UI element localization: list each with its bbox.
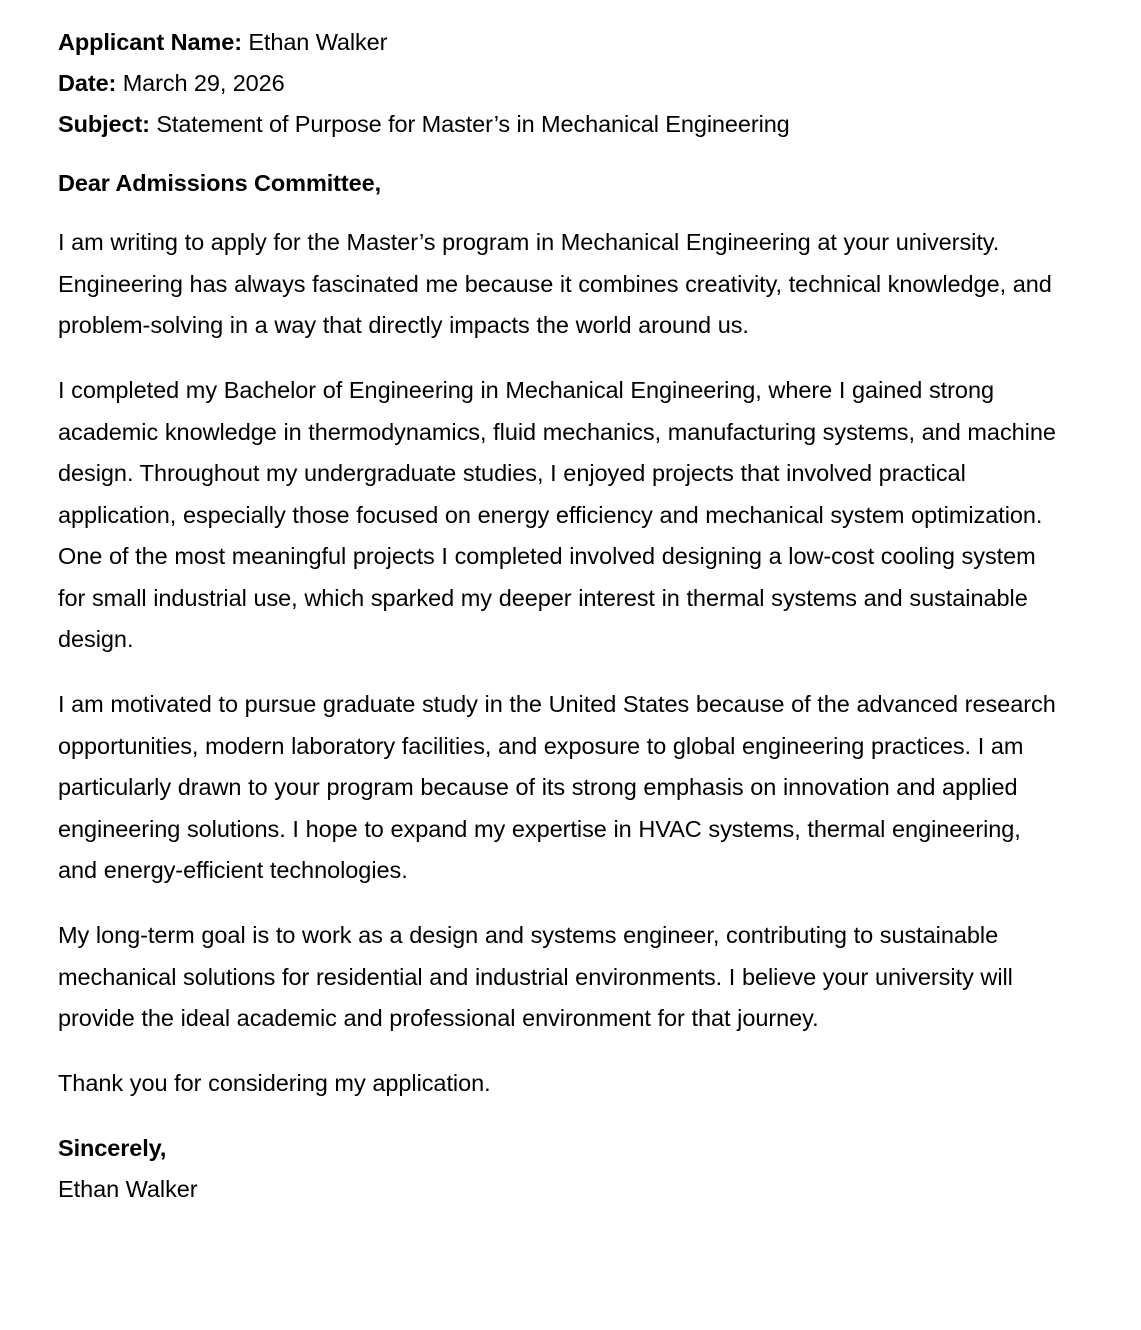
signature-name: Ethan Walker bbox=[58, 1176, 198, 1202]
date-value: March 29, 2026 bbox=[116, 70, 285, 96]
date-line bbox=[58, 63, 1062, 104]
applicant-name-label: Applicant Name: bbox=[58, 29, 242, 55]
salutation: Dear Admissions Committee, bbox=[58, 170, 382, 196]
applicant-name-value: Ethan Walker bbox=[241, 29, 388, 55]
date-label: Date: bbox=[58, 70, 117, 96]
body-paragraph-1: I am writing to apply for the Master’s program in Mechanical Engineering at your university. Engineering has always fascinated me because it combines creativity, technical knowledge, and problem-solving in a way that directly impacts the world around us. bbox=[58, 229, 1052, 338]
subject-label: Subject: bbox=[58, 111, 150, 137]
body-paragraph-2: I completed my Bachelor of Engineering in Mechanical Engineering, where I gained strong academic knowledge in thermodynamics, fluid mechanics, manufacturing systems, and machine design. Throughout my undergraduate studies, I enjoyed projects that involved practical application, especially those focused on energy efficiency and mechanical system optimization. One of the most meaningful projects I completed involved designing a low-cost cooling system for small industrial use, which sparked my deeper interest in thermal systems and sustainable design. bbox=[58, 377, 1056, 652]
closing-line: Sincerely, bbox=[58, 1135, 167, 1161]
body-paragraph-5: Thank you for considering my application. bbox=[58, 1070, 491, 1096]
applicant-name-line bbox=[58, 22, 1062, 63]
subject-value: Statement of Purpose for Master’s in Mechanical Engineering bbox=[149, 111, 790, 137]
letter-body bbox=[58, 22, 1062, 1210]
body-paragraph-3: I am motivated to pursue graduate study in the United States because of the advanced research opportunities, modern laboratory facilities, and exposure to global engineering practices. I am particularly drawn to your program because of its strong emphasis on innovation and applied engineering solutions. I hope to expand my expertise in HVAC systems, thermal engineering, and energy-efficient technologies. bbox=[58, 691, 1056, 883]
subject-line bbox=[58, 104, 1062, 145]
body-paragraph-4: My long-term goal is to work as a design and systems engineer, contributing to sustainable mechanical solutions for residential and industrial environments. I believe your university will provide the ideal academic and professional environment for that journey. bbox=[58, 922, 1013, 1031]
